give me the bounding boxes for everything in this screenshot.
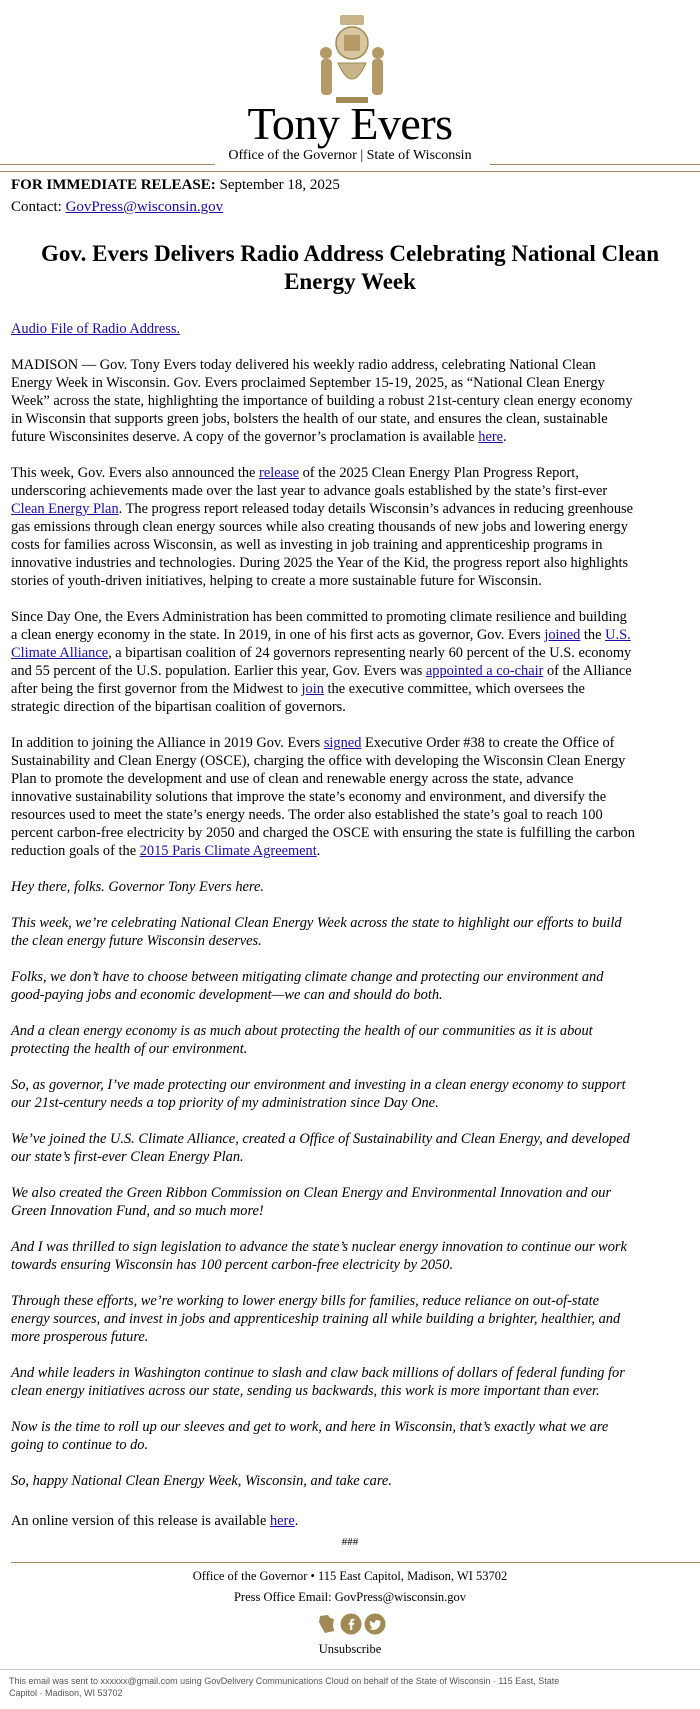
footer [0, 1566, 700, 1608]
social-links [316, 1613, 386, 1635]
address-line: good-paying jobs and economic development—we can and should do both. [11, 987, 443, 1003]
fine-print-line: This email was sent to xxxxxx@gmail.com using GovDelivery Communications Cloud on behalf of the State of Wisconsin · 115 East, State [9, 1676, 560, 1686]
release-link[interactable]: release [259, 465, 299, 481]
p4-line: resources used to meet the state’s energy needs. The order also established the state’s goal to reach 100 [11, 807, 603, 823]
paragraph-1 [11, 356, 700, 446]
address-line: Green Innovation Fund, and so much more! [11, 1203, 264, 1219]
address-paragraph [11, 1238, 700, 1274]
footer-address: Office of the Governor • 115 East Capitol, Madison, WI 53702 [192, 1569, 508, 1583]
p2-line: . The progress report released today details Wisconsin’s advances in reducing greenhouse [118, 501, 634, 517]
address-line: Folks, we don’t have to choose between mitigating climate change and protecting our environment and [11, 969, 604, 985]
online-version-link[interactable]: here [269, 1513, 295, 1529]
p1-line: Energy Week in Wisconsin. Gov. Evers proclaimed September 15-19, 2025, as “National Clean Energy [11, 375, 605, 391]
address-line: Hey there, folks. Governor Tony Evers here. [11, 879, 264, 895]
address-paragraph [11, 1418, 700, 1454]
address-line: more prosperous future. [11, 1329, 149, 1345]
address-line: energy sources, and invest in jobs and apprenticeship training all while building a brighter, healthier, and [11, 1311, 621, 1327]
office-subtitle: Office of the Governor | State of Wisconsin [228, 148, 472, 163]
p3-line: of the Alliance [543, 663, 632, 679]
online-text: An online version of this release is available [11, 1513, 270, 1529]
p4-line: percent carbon-free electricity by 2050 and charged the OSCE with ensuring the state is fulfilling the carbon [11, 825, 635, 841]
header-divider [0, 171, 700, 172]
wisconsin-seal-logo [312, 13, 392, 105]
address-line: our state’s first-ever Clean Energy Plan. [11, 1149, 244, 1165]
address-paragraph [11, 1130, 700, 1166]
p2-line: innovative industries and technologies. During 2025 the Year of the Kid, the progress report also highlights [11, 555, 629, 571]
governor-name: Tony Evers [247, 98, 453, 149]
p1-line: MADISON — Gov. Tony Evers today delivered his weekly radio address, celebrating National Clean [11, 357, 596, 373]
header-left-rule [0, 164, 215, 165]
address-paragraph [11, 1076, 700, 1112]
address-line: And while leaders in Washington continue to slash and claw back millions of dollars of federal funding for [11, 1365, 625, 1381]
address-line: clean energy initiatives across our state, sending us backwards, this work is more important than ever. [11, 1383, 600, 1399]
footer-email: Press Office Email: GovPress@wisconsin.gov [233, 1590, 467, 1604]
proclamation-link[interactable]: here [478, 429, 504, 445]
audio-file-link[interactable]: Audio File of Radio Address. [11, 321, 181, 337]
p3-line: , a bipartisan coalition of 24 governors representing nearly 60 percent of the U.S. economy [108, 645, 632, 661]
paragraph-2 [11, 464, 700, 590]
p4-line: innovative sustainability solutions that improve the state’s economy and environment, and diversify the [11, 789, 607, 805]
fine-print-divider [0, 1669, 700, 1670]
address-line: So, as governor, I’ve made protecting our environment and investing in a clean energy economy to support [11, 1077, 626, 1093]
address-line: This week, we’re celebrating National Clean Energy Week across the state to highlight our efforts to build [11, 915, 622, 931]
fine-print-line: Capitol · Madison, WI 53702 [9, 1688, 123, 1698]
paragraph-3 [11, 608, 700, 716]
p2-line: underscoring achievements made over the last year to advance goals established by the state’s first-ever [11, 483, 608, 499]
p4-line: . [316, 843, 321, 859]
p3-line: a clean energy economy in the state. In 2019, in one of his first acts as governor, Gov. Evers [11, 627, 545, 643]
wisconsin-map-icon[interactable] [316, 1613, 338, 1635]
address-line: And I was thrilled to sign legislation to advance the state’s nuclear energy innovation to continue our work [11, 1239, 627, 1255]
p2-line: gas emissions through clean energy sources while also creating thousands of new jobs and lowering energy [11, 519, 628, 535]
address-paragraph [11, 1022, 700, 1058]
address-paragraph [11, 1184, 700, 1220]
fine-print [9, 1675, 639, 1699]
p2-line: stories of youth-driven initiatives, helping to create a more sustainable future for Wisconsin. [11, 573, 542, 589]
p1-line: future Wisconsinites deserve. A copy of the governor’s proclamation is available [11, 429, 479, 445]
address-line: Now is the time to roll up our sleeves and get to work, and here in Wisconsin, that’s exactly what we are [11, 1419, 609, 1435]
unsubscribe-label[interactable]: Unsubscribe [318, 1642, 382, 1656]
p1-line: . [503, 429, 507, 445]
co-chair-link[interactable]: appointed a co-chair [425, 663, 544, 679]
p1-line: Week” across the state, highlighting the importance of building a robust 21st-century clean energy economy [11, 393, 633, 409]
address-line: towards ensuring Wisconsin has 100 percent carbon-free electricity by 2050. [11, 1257, 454, 1273]
p3-line: the [580, 627, 606, 643]
p3-line: Since Day One, the Evers Administration has been committed to promoting climate resilience and building [11, 609, 627, 625]
end-marker: ### [341, 1536, 359, 1548]
address-paragraph [11, 878, 700, 896]
address-paragraph [11, 1472, 700, 1490]
address-paragraph [11, 914, 700, 950]
p4-line: reduction goals of the [11, 843, 140, 859]
p4-line: In addition to joining the Alliance in 2019 Gov. Evers [11, 735, 324, 751]
p3-line: the executive committee, which oversees the [323, 681, 585, 697]
contact-email-link[interactable]: GovPress@wisconsin.gov [65, 199, 224, 215]
twitter-icon[interactable] [364, 1613, 386, 1635]
online-version [11, 1512, 700, 1530]
address-paragraph [11, 1292, 700, 1346]
facebook-icon[interactable] [340, 1613, 362, 1635]
paris-agreement-link[interactable]: 2015 Paris Climate Agreement [139, 843, 317, 859]
online-text: . [294, 1513, 299, 1529]
address-line: Through these efforts, we’re working to lower energy bills for families, reduce reliance on out-of-state [11, 1293, 600, 1309]
press-release-title: Gov. Evers Delivers Radio Address Celebrating National Clean Energy Week [40, 241, 659, 294]
p4-line: Plan to promote the development and use of clean and renewable energy across the state, advance [11, 771, 574, 787]
p2-line: This week, Gov. Evers also announced the [11, 465, 260, 481]
address-line: our 21st-century needs a top priority of my administration since Day One. [11, 1095, 439, 1111]
header-right-rule [490, 164, 700, 165]
address-line: the clean energy future Wisconsin deserves. [11, 933, 262, 949]
join-link[interactable]: join [301, 681, 324, 697]
p3-line: strategic direction of the bipartisan coalition of governors. [11, 699, 346, 715]
unsubscribe-link[interactable] [0, 1642, 700, 1657]
joined-link[interactable]: joined [544, 627, 581, 643]
p2-line: costs for families across Wisconsin, as well as investing in job training and apprenticeship programs in [11, 537, 603, 553]
address-line: And a clean energy economy is as much about protecting the health of our communities as it is about [11, 1023, 593, 1039]
address-paragraph [11, 968, 700, 1004]
p3-line: after being the first governor from the Midwest to [11, 681, 302, 697]
release-date: September 18, 2025 [219, 177, 340, 193]
climate-alliance-link[interactable]: Climate Alliance [11, 645, 109, 661]
address-line: We also created the Green Ribbon Commission on Clean Energy and Environmental Innovation and our [11, 1185, 612, 1201]
release-label: FOR IMMEDIATE RELEASE: [11, 177, 216, 193]
address-line: protecting the health of our environment. [11, 1041, 248, 1057]
climate-alliance-link[interactable]: U.S. [605, 627, 631, 643]
contact-label: Contact: [11, 199, 62, 215]
footer-divider [11, 1562, 700, 1563]
p4-line: Sustainability and Clean Energy (OSCE), charging the office with developing the Wisconsin Clean Energy [11, 753, 626, 769]
release-body [11, 320, 700, 1548]
clean-energy-plan-link[interactable]: Clean Energy Plan [11, 501, 119, 517]
p2-line: of the 2025 Clean Energy Plan Progress Report, [299, 465, 579, 481]
address-line: So, happy National Clean Energy Week, Wisconsin, and take care. [11, 1473, 392, 1489]
p1-line: in Wisconsin that supports green jobs, bolsters the health of our state, and ensures the clean, sustainable [11, 411, 608, 427]
p4-line: Executive Order #38 to create the Office of [361, 735, 615, 751]
address-paragraph [11, 1364, 700, 1400]
address-line: going to continue to do. [11, 1437, 149, 1453]
signed-link[interactable]: signed [323, 735, 362, 751]
address-line: We’ve joined the U.S. Climate Alliance, created a Office of Sustainability and Clean Energy, and developed [11, 1131, 630, 1147]
p3-line: and 55 percent of the U.S. population. Earlier this year, Gov. Evers was [11, 663, 426, 679]
release-meta [11, 174, 340, 218]
paragraph-4 [11, 734, 700, 860]
